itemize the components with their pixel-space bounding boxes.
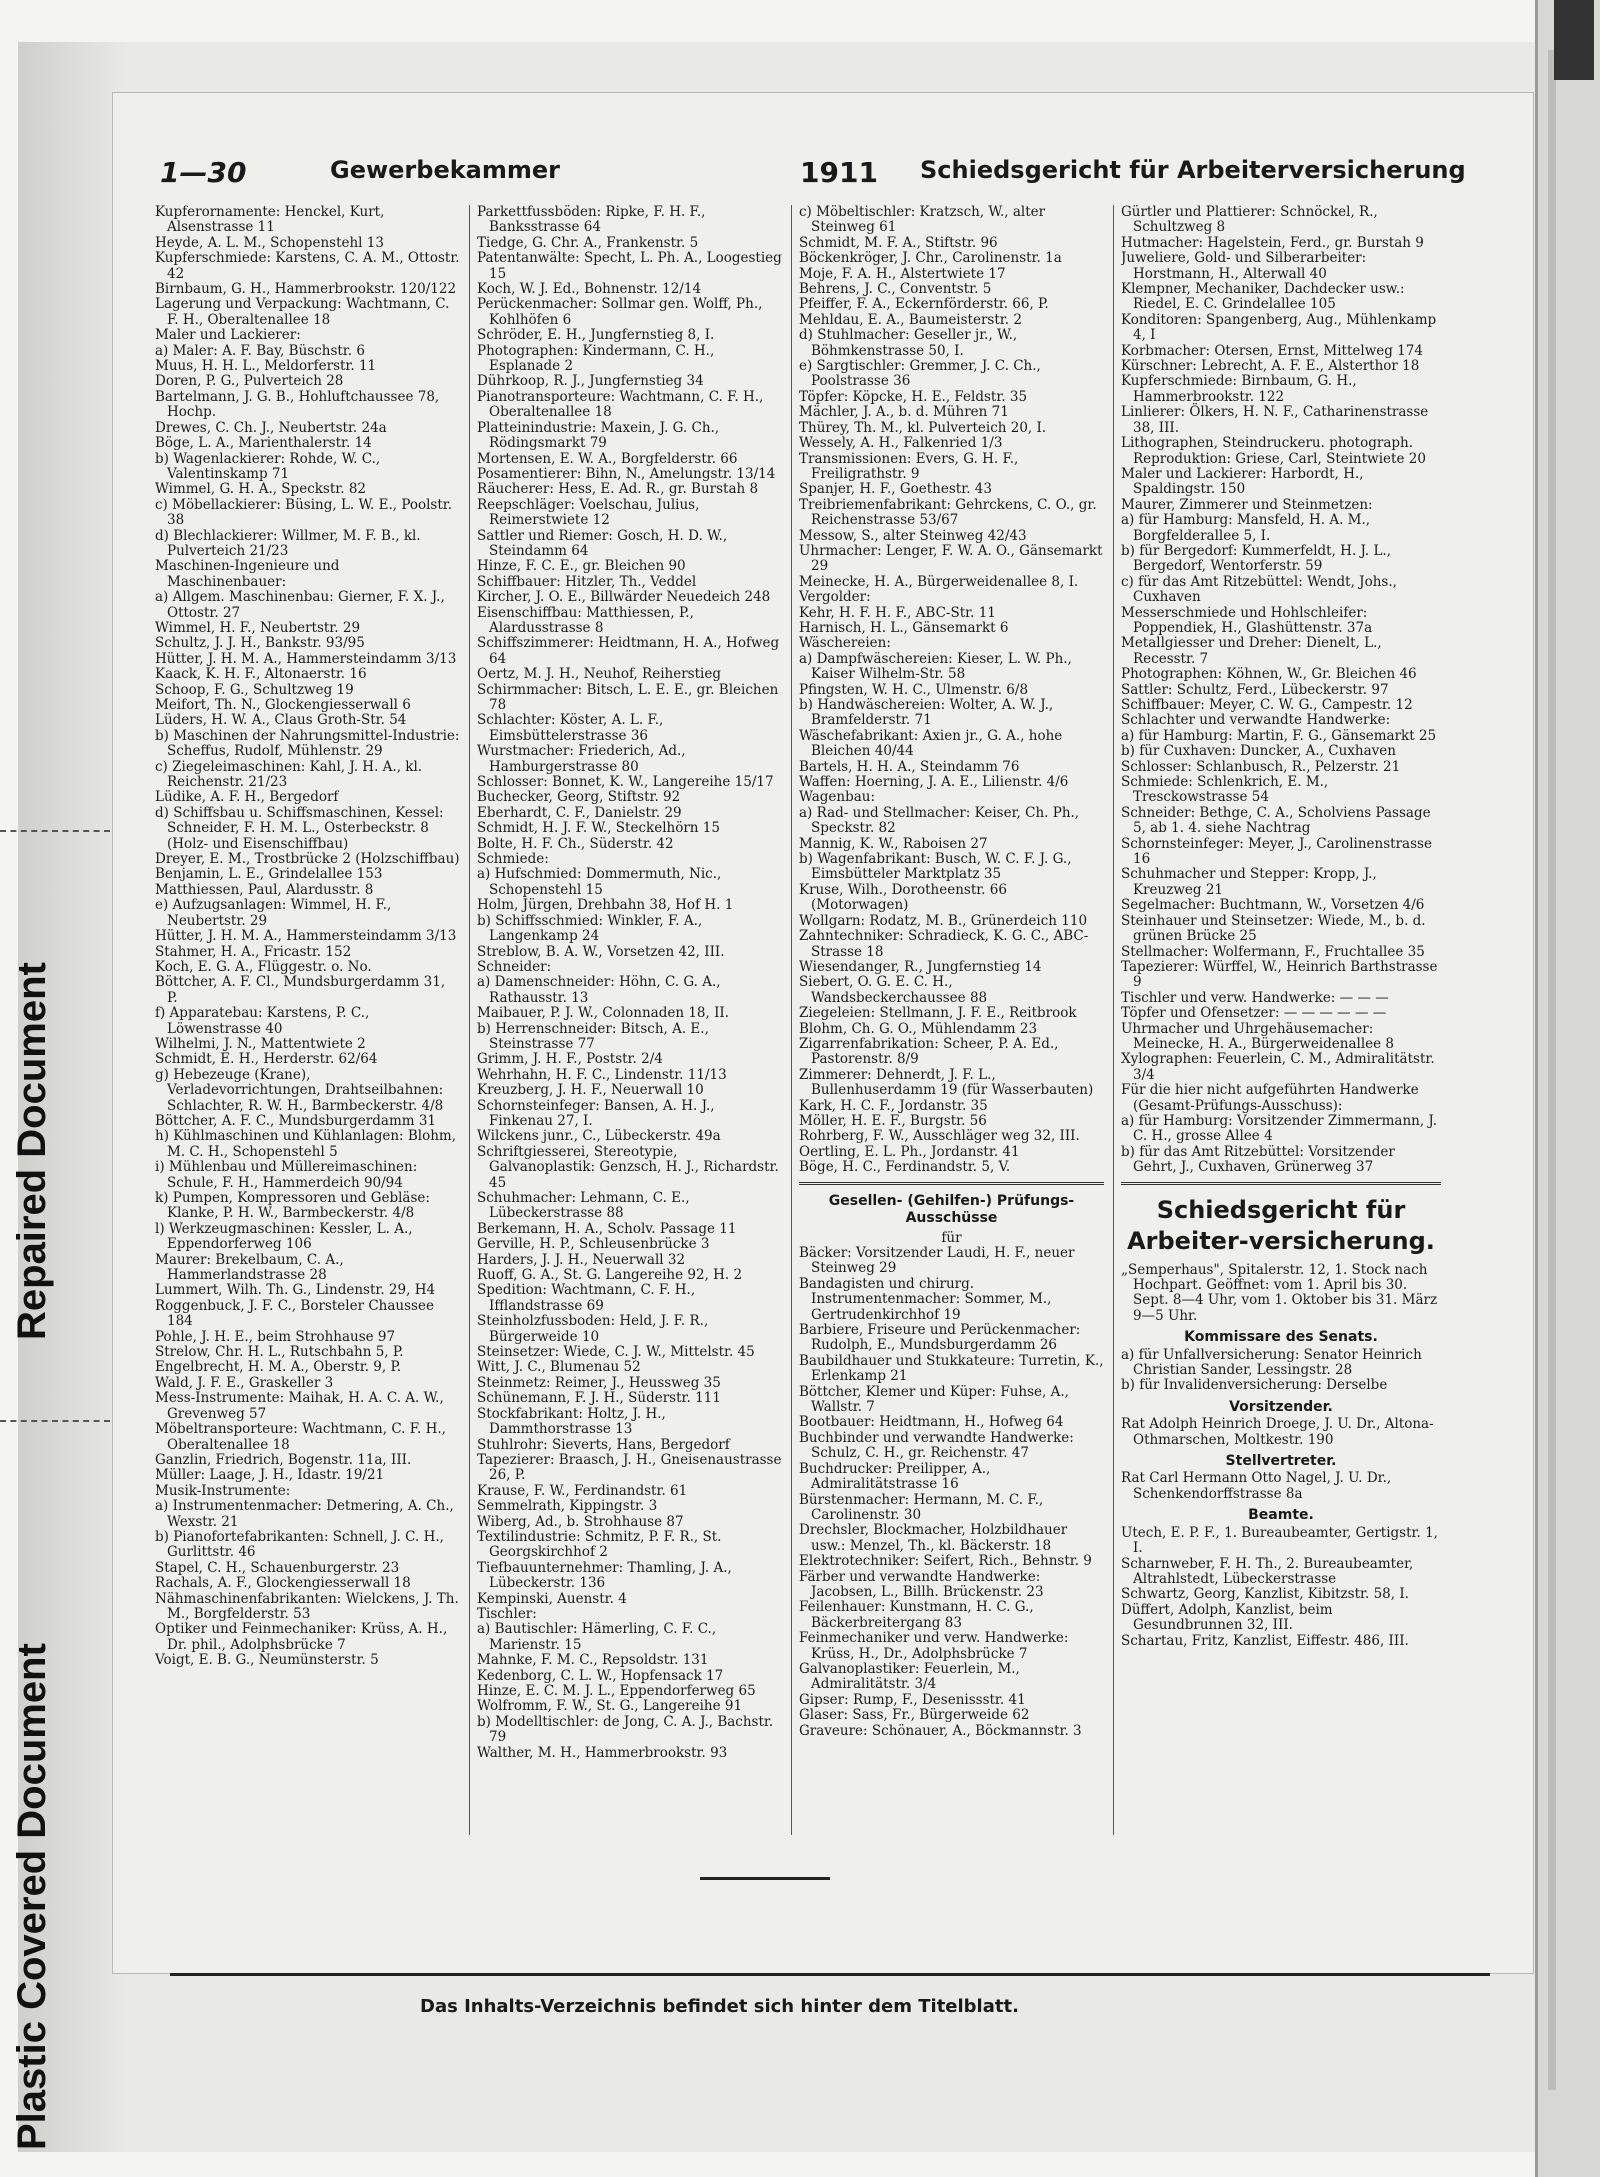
directory-entry: Hinze, F. C. E., gr. Bleichen 90 (477, 558, 686, 575)
directory-entry: c) Möbellackierer: Büsing, L. W. E., Poolstr. 38 (155, 496, 453, 529)
directory-entry: Feilenhauer: Kunstmann, H. C. G., Bäckerbreitergang 83 (799, 1599, 1034, 1631)
directory-entry: b) für Bergedorf: Kummerfeldt, H. J. L., Bergedorf, Wentorferstr. 59 (1121, 542, 1392, 575)
directory-entry: Patentanwälte: Specht, L. Ph. A., Loogestieg 15 (477, 250, 782, 282)
directory-entry: Schoop, F. G., Schultzweg 19 (155, 681, 354, 698)
directory-entry: h) Kühlmaschinen und Kühlanlagen: Blohm, M. C. H., Schopenstehl 5 (155, 1128, 457, 1160)
directory-entry: Semmelrath, Kippingstr. 3 (477, 1498, 658, 1515)
directory-entry: Tiedge, G. Chr. A., Frankenstr. 5 (477, 234, 699, 251)
directory-entry: Feinmechaniker und verw. Handwerke: Krüss, H., Dr., Adolphsbrücke 7 (799, 1630, 1069, 1662)
directory-entry: b) für das Amt Ritzebüttel: Vorsitzender Gehrt, J., Cuxhaven, Grünerweg 37 (1121, 1143, 1395, 1176)
directory-entry: Siebert, O. G. E. C. H., Wandsbeckerchaussee 88 (799, 974, 988, 1006)
directory-entry: Steinholzfussboden: Held, J. F. R., Bürgerweide 10 (477, 1313, 709, 1345)
directory-entry: Transmissionen: Evers, G. H. F., Freiligrathstr. 9 (799, 450, 1019, 482)
directory-entry: Bootbauer: Heidtmann, H., Hofweg 64 (799, 1414, 1064, 1431)
directory-entry: l) Werkzeugmaschinen: Kessler, L. A., Eppendorferweg 106 (155, 1220, 413, 1253)
directory-entry: Maurer, Zimmerer und Steinmetzen: (1121, 496, 1373, 513)
directory-entry: Wiesendanger, R., Jungfernstieg 14 (799, 958, 1042, 975)
directory-entry: Matthiessen, Paul, Alardusstr. 8 (155, 881, 374, 898)
directory-entry: Waffen: Hoerning, J. A. E., Lilienstr. 4/6 (799, 774, 1069, 791)
directory-entry: k) Pumpen, Kompressoren und Gebläse: Klanke, P. H. W., Barmbeckerstr. 4/8 (155, 1190, 430, 1222)
directory-entry: Schmidt, H. J. F. W., Steckelhörn 15 (477, 820, 720, 837)
directory-entry: Wessely, A. H., Falkenried 1/3 (799, 435, 1003, 452)
directory-entry: Glaser: Sass, Fr., Bürgerweide 62 (799, 1707, 1030, 1724)
directory-entry: Birnbaum, G. H., Hammerbrookstr. 120/122 (155, 281, 457, 298)
directory-entry: Lüders, H. W. A., Claus Groth-Str. 54 (155, 712, 407, 729)
directory-entry: i) Mühlenbau und Müllereimaschinen: Schule, F. H., Hammerdeich 90/94 (155, 1159, 418, 1191)
directory-entry: Wimmel, G. H. A., Speckstr. 82 (155, 481, 367, 498)
directory-entry: Schornsteinfeger: Meyer, J., Carolinenstrasse 16 (1121, 835, 1432, 868)
directory-entry: Kark, H. C. F., Jordanstr. 35 (799, 1097, 988, 1114)
directory-entry: Wilhelmi, J. N., Mattentwiete 2 (155, 1035, 366, 1052)
black-tab (1554, 0, 1594, 80)
directory-entry: b) Herrenschneider: Bitsch, A. E., Steinstrasse 77 (477, 1020, 709, 1052)
directory-entry: Harnisch, H. L., Gänsemarkt 6 (799, 619, 1009, 636)
directory-entry: Mannig, K. W., Raboisen 27 (799, 835, 988, 852)
column-2 (477, 205, 782, 1845)
office-hours: „Semperhaus", Spitalerstr. 12, 1. Stock nach Hochpart. Geöffnet: vom 1. April bis 30. Sept. 8—4 Uhr, vom 1. Oktober bis 31. März 9—5 Uhr. (1121, 1261, 1438, 1324)
directory-entry: a) Damenschneider: Höhn, C. G. A., Rathausstr. 13 (477, 974, 721, 1006)
directory-entry: Graveure: Schönauer, A., Böckmannstr. 3 (799, 1722, 1082, 1739)
directory-entry: Schlachter: Köster, A. L. F., Eimsbüttelerstrasse 36 (477, 712, 664, 744)
directory-entry: Schneider: (477, 958, 552, 975)
section-rule (799, 1182, 1104, 1185)
directory-entry: Schultz, J. J. H., Bankstr. 93/95 (155, 635, 365, 652)
directory-entry: Möller, H. E. F., Burgstr. 56 (799, 1112, 987, 1129)
directory-entry: Berkemann, H. A., Scholv. Passage 11 (477, 1220, 737, 1237)
directory-entry: Stockfabrikant: Holtz, J. H., Dammthorstrasse 13 (477, 1405, 666, 1438)
directory-entry: c) Ziegeleimaschinen: Kahl, J. H. A., kl. Reichenstr. 21/23 (155, 758, 423, 791)
directory-entry: Photographen: Kindermann, C. H., Esplanade 2 (477, 342, 715, 375)
directory-entry: Bäcker: Vorsitzender Laudi, H. F., neuer Steinweg 29 (799, 1245, 1075, 1277)
directory-entry: Elektrotechniker: Seifert, Rich., Behnstr. 9 (799, 1553, 1092, 1570)
directory-entry: Böttcher, A. F. Cl., Mundsburgerdamm 31, P. (155, 974, 446, 1006)
directory-entry: Spanjer, H. F., Goethestr. 43 (799, 481, 992, 498)
directory-entry: Meifort, Th. N., Glockengiesserwall 6 (155, 697, 411, 713)
directory-entry: Sattler und Riemer: Gosch, H. D. W., Steindamm 64 (477, 527, 728, 559)
directory-entry: a) Maler: A. F. Bay, Büschstr. 6 (155, 342, 365, 359)
directory-entry: Schmidt, E. H., Herderstr. 62/64 (155, 1051, 378, 1068)
end-rule (700, 1877, 830, 1880)
directory-entry: Schmiede: (477, 851, 549, 868)
directory-entry: Drewes, C. Ch. J., Neubertstr. 24a (155, 419, 387, 436)
directory-entry: Vergolder: (799, 589, 871, 606)
directory-entry: Schirmmacher: Bitsch, L. E. E., gr. Bleichen 78 (477, 681, 779, 713)
column-4 (1121, 205, 1441, 1845)
directory-entry: Walther, M. H., Hammerbrookstr. 93 (477, 1744, 728, 1761)
header-left-title: Gewerbekammer (330, 156, 561, 184)
directory-entry: Wurstmacher: Friederich, Ad., Hamburgerstrasse 80 (477, 743, 686, 775)
directory-entry: b) Pianofortefabrikanten: Schnell, J. C. H., Gurlittstr. 46 (155, 1528, 444, 1561)
directory-entry: Uhrmacher: Lenger, F. W. A. O., Gänsemarkt 29 (799, 542, 1103, 575)
directory-columns (155, 205, 1455, 1865)
dashed-marker (0, 1420, 110, 1422)
schiedsgericht-title: Schiedsgericht für Arbeiter-versicherung. (1127, 1195, 1435, 1255)
directory-entry: Kaack, K. H. F., Altonaerstr. 16 (155, 666, 367, 683)
directory-entry: Streblow, B. A. W., Vorsetzen 42, III. (477, 943, 725, 960)
directory-entry: Posamentierer: Bihn, N., Amelungstr. 13/14 (477, 465, 776, 482)
directory-entry: Schünemann, F. J. H., Süderstr. 111 (477, 1390, 721, 1407)
directory-entry: Maibauer, P. J. W., Colonnaden 18, II. (477, 1005, 730, 1022)
directory-entry: Baubildhauer und Stukkateure: Turretin, K., Erlenkamp 21 (799, 1352, 1104, 1385)
page-header (160, 150, 1500, 190)
directory-entry: Kircher, J. O. E., Billwärder Neuedeich 248 (477, 589, 771, 606)
directory-entry: Tapezierer: Braasch, J. H., Gneisenaustrasse 26, P. (477, 1451, 782, 1484)
directory-entry: Düffert, Adolph, Kanzlist, beim Gesundbrunnen 32, III. (1121, 1601, 1333, 1634)
page-edge-bar (1548, 50, 1556, 2090)
column-divider (791, 205, 792, 1835)
directory-entry: Zimmerer: Dehnerdt, J. F. L., Bullenhuserdamm 19 (für Wasserbauten) (799, 1066, 1094, 1099)
directory-entry: Buchbinder und verwandte Handwerke: Schulz, C. H., gr. Reichenstr. 47 (799, 1429, 1074, 1462)
directory-entry: Pianotransporteure: Wachtmann, C. F. H., Oberaltenallee 18 (477, 388, 764, 421)
directory-entry: Wäschefabrikant: Axien jr., G. A., hohe Bleichen 40/44 (799, 727, 1063, 760)
gesellen-heading: Gesellen- (Gehilfen-) Prüfungs-Ausschüsse (828, 1192, 1075, 1226)
stellvertreter-heading: Stellvertreter. (1225, 1453, 1337, 1470)
directory-entry: Schornsteinfeger: Bansen, A. H. J., Finkenau 27, I. (477, 1097, 715, 1129)
directory-entry: Kupferornamente: Henckel, Kurt, Alsenstrasse 11 (155, 205, 385, 236)
directory-entry: Parkettfussböden: Ripke, F. H. F., Banksstrasse 64 (477, 205, 706, 236)
directory-entry: Xylographen: Feuerlein, C. M., Admiralitätstr. 3/4 (1121, 1051, 1435, 1083)
directory-entry: Möbeltransporteure: Wachtmann, C. F. H., Oberaltenallee 18 (155, 1421, 446, 1453)
directory-entry: Roggenbuck, J. F. C., Borsteler Chaussee 184 (155, 1297, 434, 1330)
directory-entry: Metallgiesser und Dreher: Dienelt, L., Recesstr. 7 (1121, 635, 1382, 667)
directory-entry: a) für Unfallversicherung: Senator Heinrich Christian Sander, Lessingstr. 28 (1121, 1346, 1422, 1379)
directory-entry: Kempinski, Auenstr. 4 (477, 1590, 627, 1607)
directory-entry: Schuhmacher: Lehmann, C. E., Lübeckerstrasse 88 (477, 1190, 690, 1222)
directory-entry: b) für Cuxhaven: Duncker, A., Cuxhaven (1121, 743, 1396, 760)
directory-entry: Maschinen-Ingenieure und Maschinenbauer: (155, 558, 340, 590)
directory-entry: Heyde, A. L. M., Schopenstehl 13 (155, 234, 384, 251)
directory-entry: Schriftgiesserei, Stereotypie, Galvanoplastik: Genzsch, H. J., Richardstr. 45 (477, 1143, 779, 1191)
directory-entry: Messerschmiede und Hohlschleifer: Poppendiek, H., Glashüttenstr. 37a (1121, 604, 1373, 636)
directory-entry: Korbmacher: Otersen, Ernst, Mittelweg 174 (1121, 342, 1423, 359)
directory-entry: Bürstenmacher: Hermann, M. C. F., Carolinenstr. 30 (799, 1491, 1044, 1523)
dashed-marker (0, 830, 110, 832)
directory-entry: a) Allgem. Maschinenbau: Gierner, F. X. J., Ottostr. 27 (155, 589, 445, 621)
directory-entry: Wagenbau: (799, 789, 876, 806)
directory-entry: Blohm, Ch. G. O., Mühlendamm 23 (799, 1020, 1038, 1037)
directory-entry: Schuhmacher und Stepper: Kropp, J., Kreuzweg 21 (1121, 866, 1377, 898)
directory-entry: a) Instrumentenmacher: Detmering, A. Ch., Wexstr. 21 (155, 1498, 454, 1530)
column-divider (1113, 205, 1114, 1835)
directory-entry: b) Modelltischler: de Jong, C. A. J., Bachstr. 79 (477, 1713, 774, 1746)
directory-entry: Voigt, E. B. G., Neumünsterstr. 5 (155, 1652, 379, 1669)
page-number: 1—30 (160, 156, 247, 189)
directory-entry: Bandagisten und chirurg. Instrumentenmacher: Sommer, M., Gertrudenkirchhof 19 (799, 1275, 1052, 1323)
directory-entry: Schwartz, Georg, Kanzlist, Kibitzstr. 58, I. (1121, 1586, 1409, 1603)
directory-entry: Utech, E. P. F., 1. Bureaubeamter, Gertigstr. 1, I. (1121, 1524, 1438, 1557)
directory-entry: Bartels, H. H. A., Steindamm 76 (799, 758, 1020, 775)
plastic-covered-label: Plastic Covered Document (10, 1643, 54, 2150)
directory-entry: Gerville, H. P., Schleusenbrücke 3 (477, 1236, 710, 1253)
directory-entry: Gürtler und Plattierer: Schnöckel, R., Schultzweg 8 (1121, 205, 1378, 236)
directory-entry: Wilckens junr., C., Lübeckerstr. 49a (477, 1128, 721, 1145)
directory-entry: Wollgarn: Rodatz, M. B., Grünerdeich 110 (799, 912, 1088, 929)
directory-entry: Stahmer, H. A., Fricastr. 152 (155, 943, 352, 960)
directory-entry: Schröder, E. H., Jungfernstieg 8, I. (477, 327, 715, 344)
directory-entry: Uhrmacher und Uhrgehäusemacher: Meinecke, H. A., Bürgerweidenallee 8 (1121, 1020, 1394, 1052)
directory-entry: Bartelmann, J. G. B., Hohluftchaussee 78, Hochp. (155, 388, 440, 421)
directory-entry: Behrens, J. C., Conventstr. 5 (799, 281, 992, 298)
fuer-label: für (941, 1229, 962, 1246)
directory-entry: d) Schiffsbau u. Schiffsmaschinen, Kessel: Schneider, F. H. M. L., Osterbeckstr. 8 (Holz- und Eisenschiffbau) (155, 804, 444, 852)
directory-entry: Mess-Instrumente: Maihak, H. A. C. A. W., Grevenweg 57 (155, 1390, 444, 1422)
directory-entry: Ganzlin, Friedrich, Bogenstr. 11a, III. (155, 1451, 412, 1468)
directory-entry: Treibriemenfabrikant: Gehrckens, C. O., gr. Reichenstrasse 53/67 (799, 496, 1097, 529)
header-right-title: Schiedsgericht für Arbeiterversicherung (920, 156, 1466, 184)
directory-entry: d) Blechlackierer: Willmer, M. F. B., kl. Pulverteich 21/23 (155, 527, 421, 559)
directory-entry: e) Sargtischler: Gremmer, J. C. Ch., Poolstrasse 36 (799, 358, 1041, 390)
directory-entry: Gipser: Rump, F., Desenissstr. 41 (799, 1691, 1026, 1708)
directory-entry: Strelow, Chr. H. L., Rutschbahn 5, P. (155, 1344, 404, 1361)
footer-note: Das Inhalts-Verzeichnis befindet sich hinter dem Titelblatt. (420, 1996, 1019, 2017)
directory-entry: Kupferschmiede: Birnbaum, G. H., Hammerbrookstr. 122 (1121, 373, 1357, 405)
directory-entry: Eisenschiffbau: Matthiessen, P., Alardusstrasse 8 (477, 604, 694, 636)
section-rule (1121, 1182, 1441, 1185)
directory-entry: Textilindustrie: Schmitz, P. F. R., St. Georgskirchhof 2 (477, 1528, 722, 1561)
directory-entry: Ziegeleien: Stellmann, J. F. E., Reitbrook (799, 1005, 1077, 1022)
directory-entry: Steinsetzer: Wiede, C. J. W., Mittelstr. 45 (477, 1344, 755, 1361)
directory-entry: Zigarrenfabrikation: Scheer, P. A. Ed., Pastorenstr. 8/9 (799, 1035, 1059, 1068)
kommissare-heading: Kommissare des Senats. (1184, 1329, 1378, 1346)
directory-entry: Mortensen, E. W. A., Borgfelderstr. 66 (477, 450, 738, 467)
directory-entry: Böttcher, Klemer und Küper: Fuhse, A., Wallstr. 7 (799, 1383, 1069, 1416)
directory-entry: Thürey, Th. M., kl. Pulverteich 20, I. (799, 419, 1047, 436)
directory-entry: Kedenborg, C. L. W., Hopfensack 17 (477, 1667, 724, 1684)
directory-entry: Meinecke, H. A., Bürgerweidenallee 8, I. (799, 573, 1079, 590)
directory-entry: Maurer: Brekelbaum, C. A., Hammerlandstrasse 28 (155, 1251, 344, 1284)
directory-entry: a) Hufschmied: Dommermuth, Nic., Schopenstehl 15 (477, 866, 722, 898)
directory-entry: Kupferschmiede: Karstens, C. A. M., Ottostr. 42 (155, 250, 460, 282)
directory-entry: Hütter, J. H. M. A., Hammersteindamm 3/13 (155, 650, 457, 667)
directory-entry: Kruse, Wilh., Dorotheenstr. 66 (Motorwagen) (799, 881, 1007, 914)
directory-entry: Tapezierer: Würffel, W., Heinrich Barthstrasse 9 (1121, 958, 1438, 991)
directory-entry: Holm, Jürgen, Drehbahn 38, Hof H. 1 (477, 897, 734, 914)
directory-entry: Reepschläger: Voelschau, Julius, Reimerstwiete 12 (477, 496, 700, 529)
column-3 (799, 205, 1104, 1845)
directory-entry: Wolfromm, F. W., St. G., Langereihe 91 (477, 1698, 743, 1715)
directory-entry: Photographen: Köhnen, W., Gr. Bleichen 46 (1121, 666, 1417, 683)
directory-entry: Wald, J. F. E., Graskeller 3 (155, 1374, 334, 1391)
directory-entry: Muus, H. H. L., Meldorferstr. 11 (155, 358, 377, 375)
directory-entry: Grimm, J. H. F., Poststr. 2/4 (477, 1051, 663, 1068)
directory-entry: Oertling, E. L. Ph., Jordanstr. 41 (799, 1143, 1020, 1160)
directory-entry: Musik-Instrumente: (155, 1482, 291, 1499)
directory-entry: Räucherer: Hess, E. Ad. R., gr. Burstah 8 (477, 481, 759, 498)
directory-entry: Kreuzberg, J. H. F., Neuerwall 10 (477, 1082, 704, 1099)
column-1 (155, 205, 460, 1845)
directory-entry: Für die hier nicht aufgeführten Handwerke (Gesamt-Prüfungs-Ausschuss): (1121, 1082, 1419, 1114)
directory-entry: Benjamin, L. E., Grindelallee 153 (155, 866, 383, 883)
directory-entry: a) Bautischler: Hämerling, C. F. C., Marienstr. 15 (477, 1621, 717, 1653)
directory-entry: Lüdike, A. F. H., Bergedorf (155, 789, 339, 806)
directory-entry: Pohle, J. H. E., beim Strohhause 97 (155, 1328, 396, 1345)
beamte-heading: Beamte. (1248, 1507, 1314, 1524)
directory-entry: Böge, L. A., Marienthalerstr. 14 (155, 435, 372, 452)
directory-entry: Messow, S., alter Steinweg 42/43 (799, 527, 1027, 544)
stellvertreter-entry: Rat Carl Hermann Otto Nagel, J. U. Dr., Schenkendorffstrasse 8a (1121, 1470, 1392, 1502)
directory-entry: Steinhauer und Steinsetzer: Wiede, M., b. d. grünen Brücke 25 (1121, 912, 1426, 945)
directory-entry: d) Stuhlmacher: Geseller jr., W., Böhmkenstrasse 50, I. (799, 327, 1018, 359)
directory-entry: Schartau, Fritz, Kanzlist, Eiffestr. 486, III. (1121, 1632, 1409, 1649)
directory-entry: Zahntechniker: Schradieck, K. G. C., ABC-Strasse 18 (799, 928, 1089, 960)
directory-entry: Juweliere, Gold- und Silberarbeiter: Horstmann, H., Alterwall 40 (1121, 250, 1367, 282)
directory-entry: Töpfer und Ofensetzer: — — — — — — (1121, 1005, 1387, 1022)
directory-entry: Moje, F. A. H., Alstertwiete 17 (799, 265, 1006, 282)
directory-entry: Optiker und Feinmechaniker: Krüss, A. H., Dr. phil., Adolphsbrücke 7 (155, 1621, 448, 1653)
directory-entry: a) Rad- und Stellmacher: Keiser, Ch. Ph., Speckstr. 82 (799, 804, 1080, 837)
directory-entry: a) Dampfwäschereien: Kieser, L. W. Ph., Kaiser Wilhelm-Str. 58 (799, 650, 1072, 683)
directory-entry: Perückenmacher: Sollmar gen. Wolff, Ph., Kohlhöfen 6 (477, 296, 763, 328)
directory-entry: Dührkoop, R. J., Jungfernstieg 34 (477, 373, 704, 390)
directory-entry: Schlachter und verwandte Handwerke: (1121, 712, 1391, 729)
directory-entry: a) für Hamburg: Martin, F. G., Gänsemarkt 25 (1121, 727, 1437, 744)
directory-entry: Schiffbauer: Meyer, C. W. G., Campestr. 12 (1121, 697, 1413, 713)
directory-entry: Schmiede: Schlenkrich, E. M., Tresckowstrasse 54 (1121, 774, 1329, 806)
vorsitzender-heading: Vorsitzender. (1229, 1398, 1333, 1415)
directory-entry: Töpfer: Köpcke, H. E., Feldstr. 35 (799, 388, 1028, 405)
directory-entry: Mächler, J. A., b. d. Mühren 71 (799, 404, 1009, 421)
directory-entry: Kehr, H. F. H. F., ABC-Str. 11 (799, 604, 996, 621)
directory-entry: Lummert, Wilh. Th. G., Lindenstr. 29, H4 (155, 1282, 436, 1299)
directory-entry: Oertz, M. J. H., Neuhof, Reiherstieg (477, 666, 721, 683)
directory-entry: Schlosser: Schlanbusch, R., Pelzerstr. 21 (1121, 758, 1401, 775)
directory-entry: Schiffszimmerer: Heidtmann, H. A., Hofweg 64 (477, 635, 780, 667)
directory-entry: Stuhlrohr: Sieverts, Hans, Bergedorf (477, 1436, 730, 1453)
directory-entry: Färber und verwandte Handwerke: Jacobsen, L., Billh. Brückenstr. 23 (799, 1568, 1044, 1600)
directory-entry: Wäschereien: (799, 635, 891, 652)
directory-entry: Hutmacher: Hagelstein, Ferd., gr. Burstah 9 (1121, 234, 1424, 251)
directory-entry: g) Hebezeuge (Krane), Verladevorrichtungen, Drahtseilbahnen: Schlachter, R. W. H., Barmbeckerstr. 4/8 (155, 1066, 444, 1114)
directory-entry: Doren, P. G., Pulverteich 28 (155, 373, 344, 390)
directory-entry: Klempner, Mechaniker, Dachdecker usw.: Riedel, E. C. Grindelallee 105 (1121, 281, 1405, 313)
directory-entry: b) für Invalidenversicherung: Derselbe (1121, 1377, 1388, 1394)
directory-entry: Tiefbauunternehmer: Thamling, J. A., Lübeckerstr. 136 (477, 1559, 732, 1592)
directory-entry: Eberhardt, C. F., Danielstr. 29 (477, 804, 682, 821)
directory-entry: c) für das Amt Ritzebüttel: Wendt, Johs., Cuxhaven (1121, 573, 1397, 606)
directory-entry: Lithographen, Steindruckeru. photograph. Reproduktion: Griese, Carl, Steintwiete 20 (1121, 435, 1426, 467)
directory-entry: Schiffbauer: Hitzler, Th., Veddel (477, 573, 697, 590)
directory-entry: Lagerung und Verpackung: Wachtmann, C. F. H., Oberaltenallee 18 (155, 296, 450, 328)
directory-entry: Steinmetz: Reimer, J., Heussweg 35 (477, 1374, 721, 1391)
directory-entry: Buchdrucker: Preilipper, A., Admiralitätstrasse 16 (799, 1460, 991, 1493)
directory-entry: Schneider: Bethge, C. A., Scholviens Passage 5, ab 1. 4. siehe Nachtrag (1121, 804, 1431, 837)
directory-entry: b) Wagenlackierer: Rohde, W. C., Valentinskamp 71 (155, 450, 381, 482)
directory-entry: Krause, F. W., Ferdinandstr. 61 (477, 1482, 688, 1499)
directory-entry: Buchecker, Georg, Stiftstr. 92 (477, 789, 681, 806)
directory-entry: Böttcher, A. F. C., Mundsburgerdamm 31 (155, 1112, 437, 1129)
directory-entry: Böge, H. C., Ferdinandstr. 5, V. (799, 1159, 1011, 1176)
directory-entry: Pfingsten, W. H. C., Ulmenstr. 6/8 (799, 681, 1029, 698)
directory-entry: c) Möbeltischler: Kratzsch, W., alter Steinweg 61 (799, 205, 1046, 236)
directory-entry: Ruoff, G. A., St. G. Langereihe 92, H. 2 (477, 1267, 743, 1284)
directory-entry: Nähmaschinenfabrikanten: Wielckens, J. Th. M., Borgfelderstr. 53 (155, 1590, 459, 1622)
footer-rule (170, 1973, 1490, 1976)
directory-entry: a) für Hamburg: Vorsitzender Zimmermann, J. C. H., grosse Allee 4 (1121, 1112, 1438, 1145)
directory-entry: Segelmacher: Buchtmann, W., Vorsetzen 4/6 (1121, 897, 1425, 914)
directory-entry: Schmidt, M. F. A., Stiftstr. 96 (799, 234, 998, 251)
directory-entry: Tischler: (477, 1605, 537, 1622)
directory-entry: f) Apparatebau: Karstens, P. C., Löwenstrasse 40 (155, 1005, 370, 1037)
directory-entry: Pfeiffer, F. A., Eckernförderstr. 66, P. (799, 296, 1049, 313)
directory-entry: e) Aufzugsanlagen: Wimmel, H. F., Neubertstr. 29 (155, 897, 392, 929)
directory-entry: Mehldau, E. A., Baumeisterstr. 2 (799, 311, 1022, 328)
directory-entry: Drechsler, Blockmacher, Holzbildhauer usw.: Menzel, Th., kl. Bäckerstr. 18 (799, 1522, 1068, 1554)
directory-entry: Koch, E. G. A., Flüggestr. o. No. (155, 958, 372, 975)
directory-entry: Schlosser: Bonnet, K. W., Langereihe 15/17 (477, 774, 774, 791)
directory-entry: Barbiere, Friseure und Perückenmacher: Rudolph, E., Mundsburgerdamm 26 (799, 1322, 1081, 1354)
directory-entry: Linlierer: Ölkers, H. N. F., Catharinenstrasse 38, III. (1121, 404, 1429, 436)
directory-entry: Tischler und verw. Handwerke: — — — (1121, 989, 1389, 1006)
directory-entry: Galvanoplastiker: Feuerlein, M., Admiralitätstr. 3/4 (799, 1660, 1020, 1693)
directory-entry: b) Schiffsschmied: Winkler, F. A., Langenkamp 24 (477, 912, 703, 945)
directory-entry: Mahnke, F. M. C., Repsoldstr. 131 (477, 1652, 709, 1669)
directory-entry: Rachals, A. F., Glockengiesserwall 18 (155, 1575, 411, 1592)
directory-entry: Wehrhahn, H. F. C., Lindenstr. 11/13 (477, 1066, 727, 1083)
directory-entry: Kürschner: Lebrecht, A. F. E., Alsterthor 18 (1121, 358, 1420, 375)
directory-entry: Wimmel, H. F., Neubertstr. 29 (155, 619, 361, 636)
directory-entry: Harders, J. J. H., Neuerwall 32 (477, 1251, 686, 1268)
directory-entry: Koch, W. J. Ed., Bohnenstr. 12/14 (477, 281, 702, 298)
directory-entry: Bolte, H. F. Ch., Süderstr. 42 (477, 835, 674, 852)
directory-entry: Sattler: Schultz, Ferd., Lübeckerstr. 97 (1121, 681, 1389, 698)
directory-entry: b) Maschinen der Nahrungsmittel-Industrie: Scheffus, Rudolf, Mühlenstr. 29 (155, 727, 460, 760)
directory-entry: b) Wagenfabrikant: Busch, W. C. F. J. G., Eimsbütteler Marktplatz 35 (799, 851, 1072, 883)
directory-entry: Hütter, J. H. M. A., Hammersteindamm 3/13 (155, 928, 457, 945)
directory-entry: Maler und Lackierer: (155, 327, 301, 344)
directory-entry: Scharnweber, F. H. Th., 2. Bureaubeamter, Altrahlstedt, Lübeckerstrasse (1121, 1555, 1414, 1587)
directory-entry: a) für Hamburg: Mansfeld, H. A. M., Borgfelderallee 5, I. (1121, 512, 1371, 544)
directory-entry: Müller: Laage, J. H., Idastr. 19/21 (155, 1467, 385, 1484)
directory-entry: Maler und Lackierer: Harbordt, H., Spaldingstr. 150 (1121, 465, 1364, 498)
directory-entry: Platteinindustrie: Maxein, J. G. Ch., Rödingsmarkt 79 (477, 419, 720, 452)
directory-entry: Wiberg, Ad., b. Strohhause 87 (477, 1513, 684, 1530)
vorsitzender-entry: Rat Adolph Heinrich Droege, J. U. Dr., Altona-Othmarschen, Moltkestr. 190 (1121, 1416, 1434, 1448)
column-divider (469, 205, 470, 1835)
directory-entry: Böckenkröger, J. Chr., Carolinenstr. 1a (799, 250, 1062, 267)
next-page-edge (1535, 0, 1600, 2177)
directory-entry: Spedition: Wachtmann, C. F. H., Ifflandstrasse 69 (477, 1282, 696, 1314)
directory-entry: b) Handwäschereien: Wolter, A. W. J., Bramfelderstr. 71 (799, 697, 1054, 729)
directory-entry: Stapel, C. H., Schauenburgerstr. 23 (155, 1559, 400, 1576)
directory-entry: Stellmacher: Wolfermann, F., Fruchtallee 35 (1121, 943, 1425, 960)
directory-entry: Witt, J. C., Blumenau 52 (477, 1359, 641, 1376)
repaired-document-label: Repaired Document (10, 962, 54, 1340)
directory-entry: Dreyer, E. M., Trostbrücke 2 (Holzschiffbau) (155, 851, 460, 868)
directory-entry: Konditoren: Spangenberg, Aug., Mühlenkamp 4, I (1121, 311, 1437, 344)
directory-entry: Engelbrecht, H. M. A., Oberstr. 9, P. (155, 1359, 402, 1376)
directory-entry: Hinze, E. C. M. J. L., Eppendorferweg 65 (477, 1683, 756, 1699)
directory-entry: Rohrberg, F. W., Ausschläger weg 32, III. (799, 1128, 1080, 1145)
header-year: 1911 (800, 156, 878, 189)
